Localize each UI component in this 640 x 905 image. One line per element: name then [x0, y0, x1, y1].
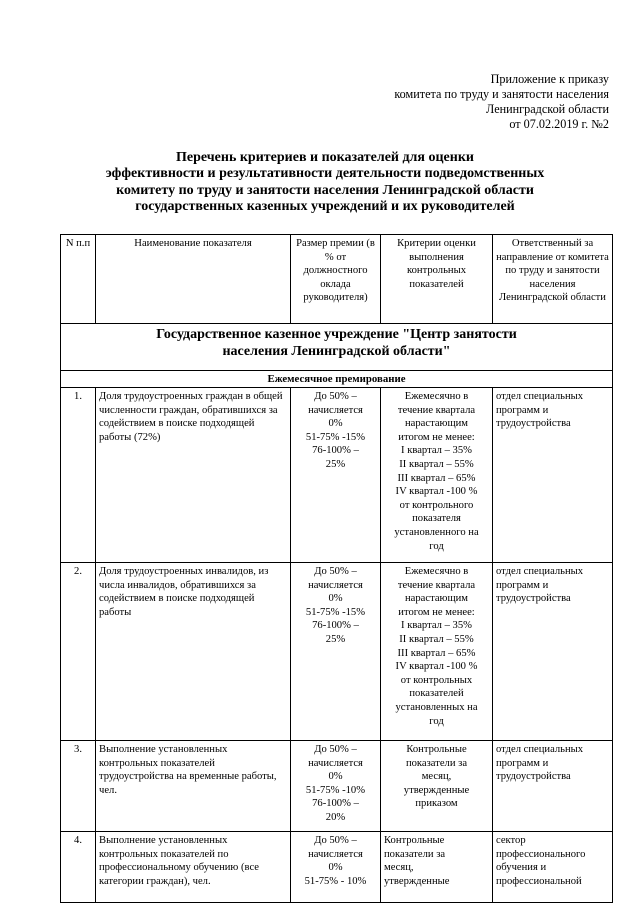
monthly-label: Ежемесячное премирование: [61, 371, 613, 388]
evaluation-criteria-line: Ежемесячно в: [404, 391, 469, 402]
evaluation-criteria-line: Контрольные: [384, 835, 445, 846]
indicator-name: Выполнение установленных контрольных показателей трудоустройства на временные работы, чел.: [96, 741, 291, 832]
bonus-size-line: 0%: [328, 771, 343, 783]
evaluation-criteria-line: месяц,: [384, 862, 414, 874]
bonus-size: [291, 563, 381, 741]
responsible-unit: отдел специальных программ и трудоустройства: [493, 388, 613, 563]
responsible-unit: отдел специальных программ и трудоустройства: [493, 563, 613, 741]
org-title: [61, 324, 613, 371]
header-name: Наименование показателя: [96, 235, 291, 324]
monthly-row: [61, 371, 613, 388]
document-title: [60, 150, 590, 215]
row-number: 1.: [61, 388, 96, 563]
table-header-row: [61, 235, 613, 324]
title-line: Перечень критериев и показателей для оценки: [176, 150, 474, 165]
bonus-size-line: 51-75% -10%: [305, 784, 366, 796]
bonus-size-line: начисляется: [308, 404, 363, 416]
evaluation-criteria-line: IV квартал -100 %: [395, 661, 478, 673]
bonus-size-line: 51-75% -15%: [305, 606, 366, 618]
bonus-size: [291, 832, 381, 903]
table-row: [61, 388, 613, 563]
bonus-size-line: До 50% –: [314, 835, 357, 846]
bonus-size-line: 51-75% - 10%: [304, 875, 367, 887]
bonus-size-line: 76-100% –: [312, 798, 359, 810]
evaluation-criteria-line: нарастающим: [405, 593, 468, 605]
evaluation-criteria-line: утвержденные: [384, 875, 450, 887]
bonus-size-line: 20%: [325, 811, 346, 823]
evaluation-criteria-line: от контрольного: [399, 499, 474, 511]
evaluation-criteria-line: IV квартал -100 %: [395, 486, 478, 498]
evaluation-criteria-line: итогом не менее:: [398, 606, 475, 618]
evaluation-criteria: [381, 563, 493, 741]
bonus-size-line: 76-100% –: [312, 445, 359, 457]
evaluation-criteria-line: III квартал – 65%: [397, 647, 476, 659]
bonus-size: [291, 388, 381, 563]
evaluation-criteria-line: от контрольных: [400, 674, 473, 686]
appendix-header: [394, 72, 609, 132]
bonus-size-line: 0%: [328, 862, 343, 874]
appendix-line: Приложение к приказу: [490, 72, 609, 86]
evaluation-criteria: [381, 741, 493, 832]
appendix-line: от 07.02.2019 г. №2: [509, 117, 609, 131]
table-row: [61, 832, 613, 903]
evaluation-criteria-line: I квартал – 35%: [401, 620, 472, 632]
evaluation-criteria-line: установленных на: [395, 701, 478, 713]
bonus-size-line: 0%: [328, 593, 343, 605]
row-number: 2.: [61, 563, 96, 741]
evaluation-criteria-line: Ежемесячно в: [404, 566, 469, 577]
bonus-size-line: начисляется: [308, 757, 363, 769]
bonus-size-line: 25%: [325, 458, 346, 470]
bonus-size-line: 0%: [328, 418, 343, 430]
org-title-line: населения Ленинградской области": [222, 344, 451, 359]
evaluation-criteria-line: Контрольные: [406, 744, 467, 755]
evaluation-criteria-line: III квартал – 65%: [397, 472, 476, 484]
table-row: [61, 563, 613, 741]
indicator-name: Доля трудоустроенных инвалидов, из числа инвалидов, обратившихся за содействием в поиске подходящей работы: [96, 563, 291, 741]
evaluation-criteria-line: показателей: [409, 688, 464, 700]
header-num: N п.п: [61, 235, 96, 324]
appendix-line: Ленинградской области: [486, 102, 609, 116]
evaluation-criteria-line: показатели за: [405, 757, 468, 769]
evaluation-criteria-line: установленного на: [394, 526, 479, 538]
indicator-name: Доля трудоустроенных граждан в общей численности граждан, обратившихся за содействием в поиске подходящей работы (72%): [96, 388, 291, 563]
evaluation-criteria-line: II квартал – 55%: [399, 458, 474, 470]
title-line: государственных казенных учреждений и их руководителей: [135, 198, 515, 214]
indicator-name: Выполнение установленных контрольных показателей по профессиональному обучению (все категории граждан), чел.: [96, 832, 291, 903]
evaluation-criteria-line: месяц,: [421, 771, 452, 783]
evaluation-criteria-line: течение квартала: [397, 404, 476, 416]
table-body: [61, 388, 613, 903]
bonus-size: [291, 741, 381, 832]
row-number: 4.: [61, 832, 96, 903]
header-bonus: Размер премии (в % от должностного оклада руководителя): [291, 235, 381, 324]
bonus-size-line: 51-75% -15%: [305, 431, 366, 443]
evaluation-criteria-line: нарастающим: [405, 418, 468, 430]
evaluation-criteria-line: утвержденные: [403, 784, 470, 796]
table-row: [61, 741, 613, 832]
evaluation-criteria-line: показатели за: [384, 848, 446, 860]
responsible-unit: отдел специальных программ и трудоустройства: [493, 741, 613, 832]
responsible-unit: сектор профессионального обучения и профессиональной: [493, 832, 613, 903]
bonus-size-line: 76-100% –: [312, 620, 359, 632]
bonus-size-line: начисляется: [308, 579, 363, 591]
org-title-row: [61, 324, 613, 371]
bonus-size-line: начисляется: [308, 848, 363, 860]
bonus-size-line: До 50% –: [314, 566, 357, 577]
evaluation-criteria: [381, 388, 493, 563]
evaluation-criteria-line: год: [429, 715, 444, 727]
title-line: комитету по труду и занятости населения Ленинградской области: [116, 182, 534, 198]
evaluation-criteria-line: II квартал – 55%: [399, 633, 474, 645]
bonus-size-line: 25%: [325, 633, 346, 645]
evaluation-criteria-line: итогом не менее:: [398, 431, 475, 443]
criteria-table: [60, 234, 613, 903]
row-number: 3.: [61, 741, 96, 832]
header-responsible: Ответственный за направление от комитета по труду и занятости населения Ленинградской области: [493, 235, 613, 324]
evaluation-criteria: [381, 832, 493, 903]
evaluation-criteria-line: показателя: [412, 513, 461, 525]
evaluation-criteria-line: приказом: [415, 798, 458, 810]
header-criteria: Критерии оценки выполнения контрольных показателей: [381, 235, 493, 324]
evaluation-criteria-line: I квартал – 35%: [401, 445, 472, 457]
title-line: эффективности и результативности деятельности подведомственных: [105, 166, 545, 182]
bonus-size-line: До 50% –: [314, 744, 357, 755]
evaluation-criteria-line: течение квартала: [397, 579, 476, 591]
appendix-line: комитета по труду и занятости населения: [394, 87, 609, 101]
evaluation-criteria-line: год: [429, 540, 444, 552]
org-title-line: Государственное казенное учреждение "Центр занятости: [156, 327, 517, 342]
bonus-size-line: До 50% –: [314, 391, 357, 402]
